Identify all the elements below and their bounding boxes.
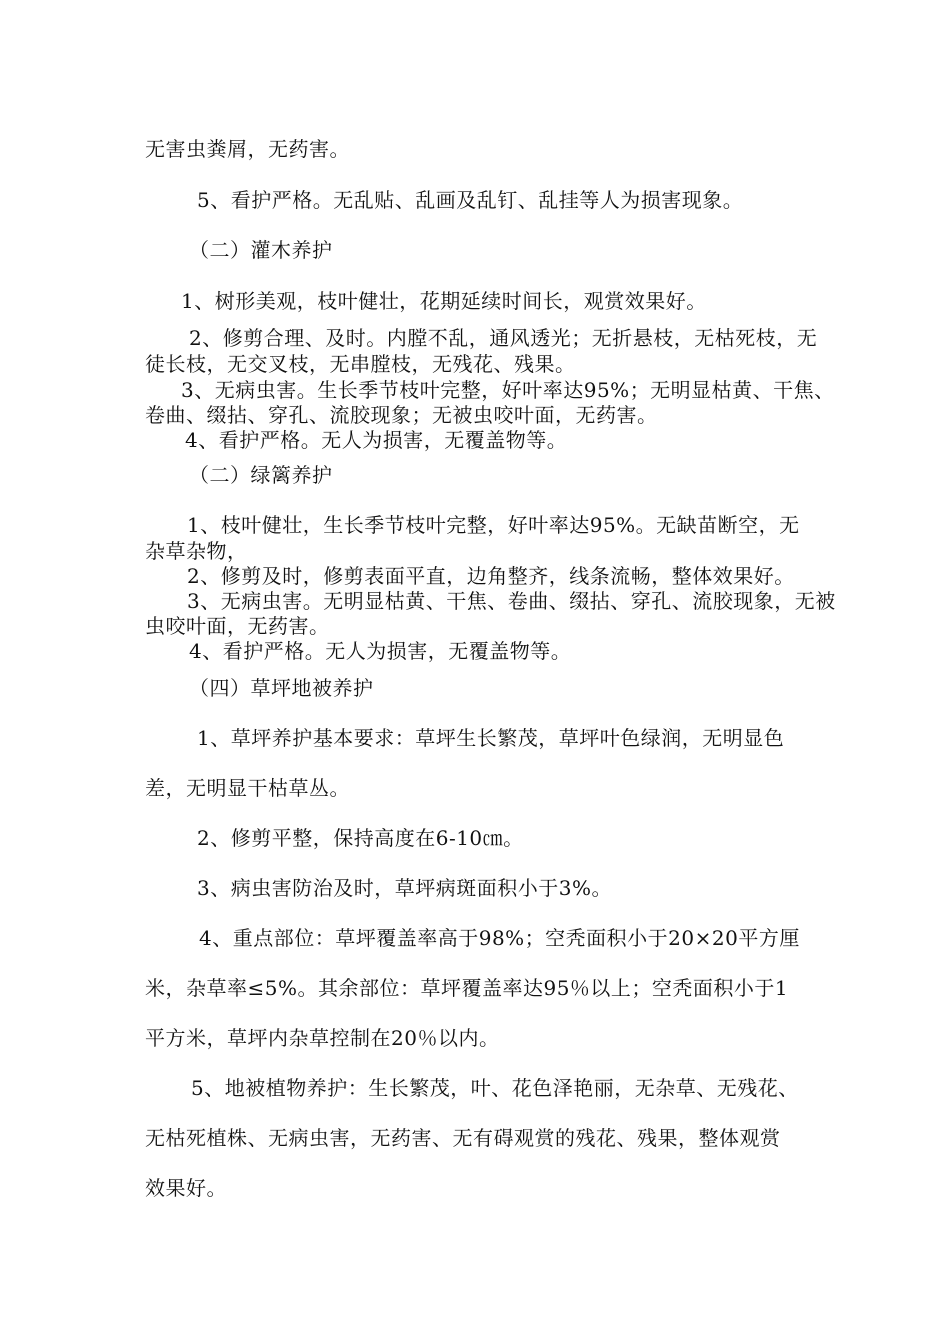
paragraph-line: 2、修剪合理、及时。内膛不乱，通风透光；无折悬枝，无枯死枝，无 <box>189 326 818 350</box>
paragraph-line: 差，无明显干枯草丛。 <box>145 776 350 800</box>
paragraph-line: 效果好。 <box>145 1176 227 1200</box>
paragraph-line: 4、重点部位：草坪覆盖率高于98%；空秃面积小于20×20平方厘 <box>199 926 800 950</box>
paragraph-line: 3、无病虫害。生长季节枝叶完整，好叶率达95%；无明显枯黄、干焦、 <box>181 378 835 402</box>
paragraph-line: 5、看护严格。无乱贴、乱画及乱钉、乱挂等人为损害现象。 <box>197 188 744 212</box>
paragraph-line: 3、病虫害防治及时，草坪病斑面积小于3%。 <box>197 876 612 900</box>
paragraph-line: 徒长枝，无交叉枝，无串膛枝，无残花、残果。 <box>145 352 576 376</box>
paragraph-line: 2、修剪平整，保持高度在6-10㎝。 <box>197 826 524 850</box>
paragraph-line: 5、地被植物养护：生长繁茂，叶、花色泽艳丽，无杂草、无残花、 <box>191 1076 799 1100</box>
paragraph-line: 1、枝叶健壮，生长季节枝叶完整，好叶率达95%。无缺苗断空，无 <box>187 513 800 537</box>
paragraph-line: 杂草杂物， <box>145 539 248 563</box>
section-heading: （四）草坪地被养护 <box>189 676 374 700</box>
paragraph-line: 平方米，草坪内杂草控制在20％以内。 <box>145 1026 500 1050</box>
paragraph-line: 米，杂草率≤5%。其余部位：草坪覆盖率达95％以上；空秃面积小于1 <box>145 976 789 1000</box>
paragraph-line: 2、修剪及时，修剪表面平直，边角整齐，线条流畅，整体效果好。 <box>187 564 795 588</box>
section-heading: （二）绿篱养护 <box>189 463 333 487</box>
paragraph-line: 无害虫粪屑，无药害。 <box>145 137 350 161</box>
paragraph-line: 1、树形美观，枝叶健壮，花期延续时间长，观赏效果好。 <box>181 289 707 313</box>
paragraph-line: 卷曲、缀拈、穿孔、流胶现象；无被虫咬叶面，无药害。 <box>145 403 658 427</box>
paragraph-line: 4、看护严格。无人为损害，无覆盖物等。 <box>189 639 572 663</box>
paragraph-line: 4、看护严格。无人为损害，无覆盖物等。 <box>185 428 568 452</box>
paragraph-line: 1、草坪养护基本要求：草坪生长繁茂，草坪叶色绿润，无明显色 <box>197 726 785 750</box>
paragraph-line: 无枯死植株、无病虫害，无药害、无有碍观赏的残花、残果，整体观赏 <box>145 1126 781 1150</box>
paragraph-line: 3、无病虫害。无明显枯黄、干焦、卷曲、缀拈、穿孔、流胶现象，无被 <box>187 589 836 613</box>
paragraph-line: 虫咬叶面，无药害。 <box>145 614 330 638</box>
section-heading: （二）灌木养护 <box>189 238 333 262</box>
